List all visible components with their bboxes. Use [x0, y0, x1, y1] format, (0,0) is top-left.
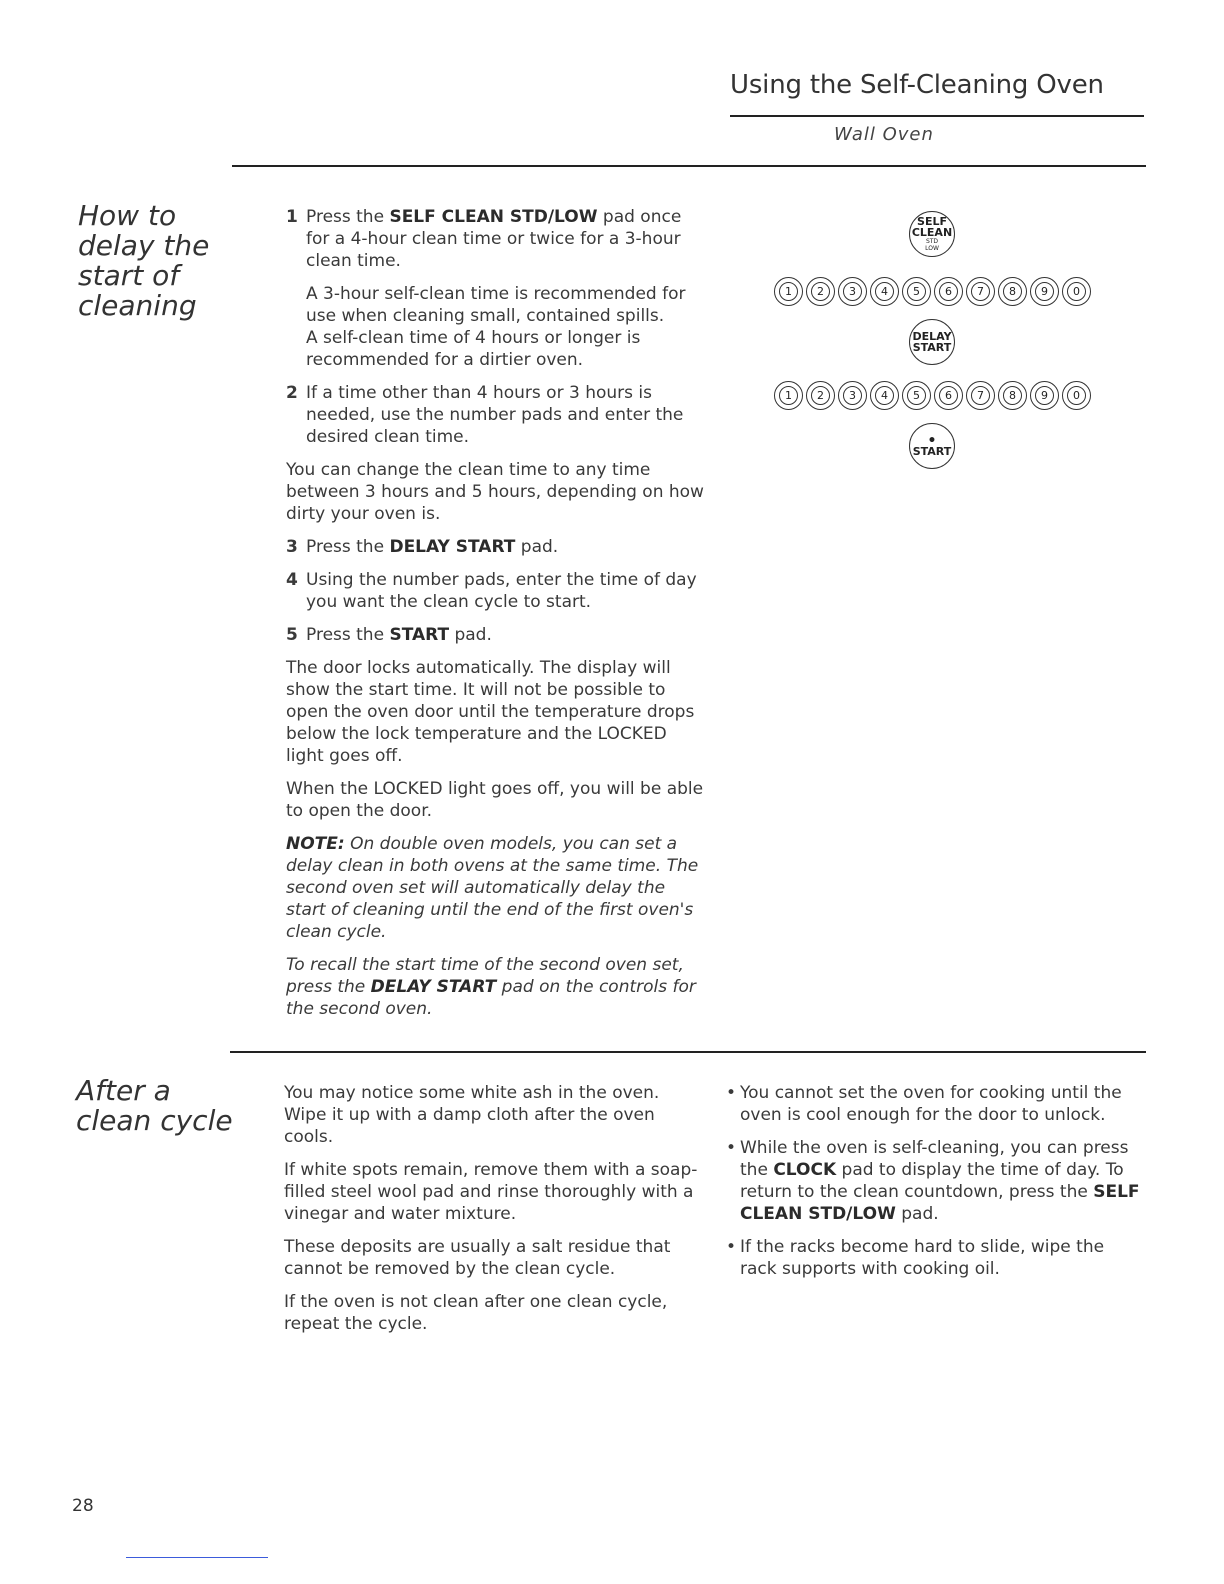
pad-label: DELAY: [912, 330, 952, 343]
repeat-cycle-paragraph: If the oven is not clean after one clean cycle, repeat the cycle.: [284, 1292, 668, 1334]
recall-text: To recall the start time of the second oven set, press the: [286, 955, 684, 997]
digit-pad-icon: 4: [870, 381, 899, 410]
digit-pad-icon: 0: [1062, 381, 1091, 410]
pad-label: LOW: [925, 245, 939, 252]
step-text: Press the: [306, 537, 390, 557]
section-title-line: delay the: [78, 229, 210, 262]
pad-dot: •: [927, 432, 937, 449]
change-time-paragraph: You can change the clean time to any time between 3 hours and 5 hours, depending on how dirty your oven is.: [286, 460, 704, 524]
delay-instructions: [286, 206, 706, 1031]
self-clean-pad-label: SELF CLEAN STD/LOW: [740, 1182, 1140, 1224]
pad-label: SELF: [917, 215, 947, 228]
door-locks-paragraph: The door locks automatically. The display will show the start time. It will not be possible to open the oven door until the temperature drops below the lock temperature and the LOCKED light goes off.: [286, 658, 695, 766]
number-pad-row: [774, 277, 1091, 306]
delay-start-pad-icon: [909, 319, 955, 365]
self-clean-pad-label: SELF CLEAN STD/LOW: [389, 207, 598, 227]
delay-start-pad-label: DELAY START: [370, 977, 497, 997]
step-5: [286, 624, 706, 646]
locked-light-paragraph: When the LOCKED light goes off, you will be able to open the door.: [286, 779, 704, 821]
digit-pad-icon: 5: [902, 381, 931, 410]
page-header-title: Using the Self-Cleaning Oven: [730, 70, 1104, 100]
step-3: [286, 536, 706, 558]
step-1-para-2: A self-clean time of 4 hours or longer is recommended for a dirtier oven.: [306, 328, 641, 370]
step-text: Press the: [306, 625, 390, 645]
page-header-subtitle: Wall Oven: [834, 124, 934, 145]
note-paragraph: [286, 833, 706, 943]
step-text: If a time other than 4 hours or 3 hours is needed, use the number pads and enter the desired clean time.: [306, 383, 684, 447]
deposits-paragraph: These deposits are usually a salt residue that cannot be removed by the clean cycle.: [284, 1237, 671, 1279]
start-pad-icon: [909, 423, 955, 469]
section-title-line: clean cycle: [76, 1104, 233, 1137]
step-text: Using the number pads, enter the time of day you want the clean cycle to start.: [306, 570, 697, 612]
digit-pad-icon: 0: [1062, 277, 1091, 306]
step-text: Press the: [306, 207, 390, 227]
number-pad-row: [774, 381, 1091, 410]
digit-pad-icon: 1: [774, 381, 803, 410]
pad-label: START: [912, 444, 952, 458]
bullet-item: • You cannot set the oven for cooking until the oven is cool enough for the door to unlock.: [724, 1082, 1144, 1126]
note-label: NOTE:: [286, 834, 345, 854]
step-number: 5: [286, 625, 298, 645]
pad-label: START: [912, 341, 952, 354]
recall-paragraph: [286, 954, 706, 1020]
step-number: 2: [286, 383, 298, 403]
page-number: 28: [72, 1496, 94, 1516]
digit-pad-icon: 6: [934, 381, 963, 410]
ash-paragraph: You may notice some white ash in the oven. Wipe it up with a damp cloth after the oven cools.: [284, 1083, 660, 1147]
digit-pad-icon: 8: [998, 277, 1027, 306]
digit-pad-icon: 1: [774, 277, 803, 306]
digit-pad-icon: 7: [966, 381, 995, 410]
footer-rule: [126, 1557, 268, 1558]
bullet-item: • While the oven is self-cleaning, you can press the CLOCK pad to display the time of day. To return to the clean countdown, press the SELF CLEAN STD/LOW pad.: [724, 1137, 1144, 1225]
digit-pad-icon: 4: [870, 277, 899, 306]
step-4: [286, 569, 706, 613]
recall-text: pad on the controls for the second oven.: [286, 977, 696, 1019]
pad-label: STD: [925, 238, 939, 245]
note-text: On double oven models, you can set a delay clean in both ovens at the same time. The second oven set will automatically delay the start of cleaning until the end of the first oven's clean cycle.: [286, 834, 699, 942]
section-title-line: How to: [78, 199, 177, 232]
step-number: 1: [286, 207, 298, 227]
header-rule: [730, 115, 1144, 117]
white-spots-paragraph: If white spots remain, remove them with a soap-filled steel wool pad and rinse thoroughly with a vinegar and water mixture.: [284, 1160, 698, 1224]
delay-start-pad-label: DELAY START: [389, 537, 516, 557]
digit-pad-icon: 3: [838, 277, 867, 306]
digit-pad-icon: 2: [806, 381, 835, 410]
step-number: 4: [286, 570, 298, 590]
digit-pad-icon: 2: [806, 277, 835, 306]
section-title-line: cleaning: [78, 289, 197, 322]
section-title-line: After a: [76, 1074, 171, 1107]
bullet-item: • If the racks become hard to slide, wipe the rack supports with cooking oil.: [724, 1236, 1144, 1280]
section-title-delay-start: [78, 201, 209, 321]
digit-pad-icon: 3: [838, 381, 867, 410]
digit-pad-icon: 7: [966, 277, 995, 306]
section-title-line: start of: [78, 259, 180, 292]
after-clean-notes: [284, 1082, 706, 1346]
step-number: 3: [286, 537, 298, 557]
start-pad-label: START: [389, 625, 450, 645]
step-text: pad.: [515, 537, 559, 557]
digit-pad-icon: 8: [998, 381, 1027, 410]
self-clean-pad-icon: [909, 211, 955, 257]
digit-pad-icon: 6: [934, 277, 963, 306]
pad-label: CLEAN: [911, 226, 953, 239]
clock-pad-label: CLOCK: [773, 1160, 837, 1180]
step-2: [286, 382, 706, 448]
section-divider-top: [232, 165, 1146, 167]
digit-pad-icon: 9: [1030, 381, 1059, 410]
after-clean-bullets: [724, 1082, 1144, 1291]
digit-pad-icon: 5: [902, 277, 931, 306]
section-divider-middle: [230, 1051, 1146, 1053]
step-1: [286, 206, 706, 371]
step-text: pad.: [449, 625, 492, 645]
step-text: pad once for a 4-hour clean time or twice for a 3-hour clean time.: [306, 207, 682, 271]
section-title-after-clean: [76, 1076, 233, 1136]
digit-pad-icon: 9: [1030, 277, 1059, 306]
step-1-para-1: A 3-hour self-clean time is recommended for use when cleaning small, contained spills.: [306, 284, 686, 326]
